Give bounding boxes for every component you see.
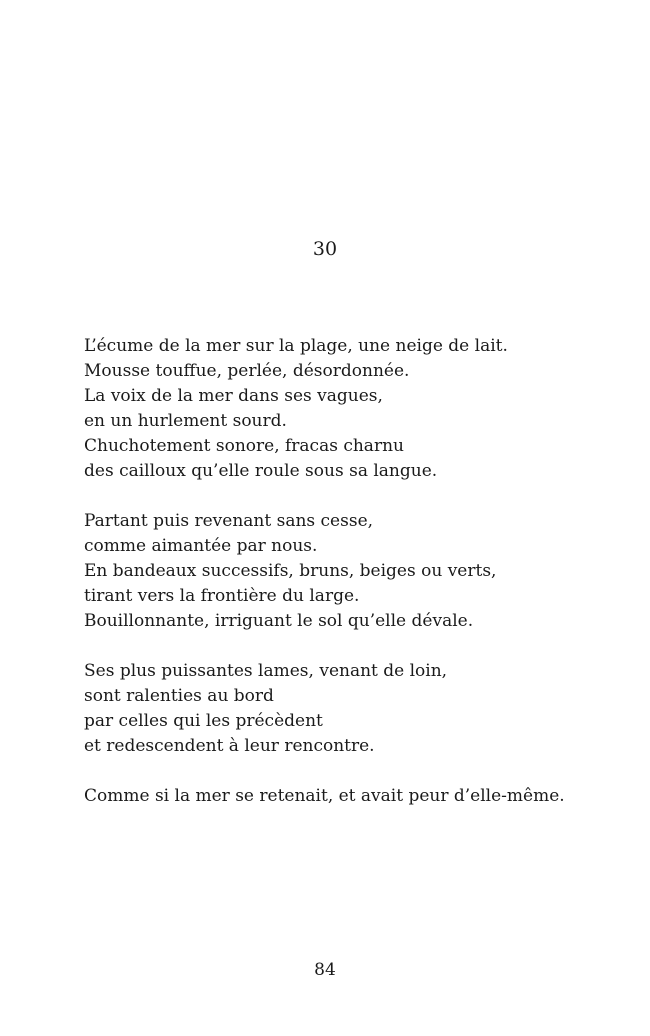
poem-line: en un hurlement sourd. [84, 411, 287, 431]
poem-line: Bouillonnante, irriguant le sol qu’elle dévale. [84, 611, 474, 631]
poem-line: La voix de la mer dans ses vagues, [84, 386, 383, 406]
poem-line: tirant vers la frontière du large. [84, 586, 360, 606]
poem-line: Chuchotement sonore, fracas charnu [84, 436, 404, 456]
stanza-1 [84, 334, 624, 484]
poem-line: Mousse touffue, perlée, désordonnée. [84, 361, 410, 381]
stanza-3 [84, 659, 624, 759]
poem-line: sont ralenties au bord [84, 686, 274, 706]
poem-line: des cailloux qu’elle roule sous sa langue. [84, 461, 438, 481]
poem-line: par celles qui les précèdent [84, 711, 323, 731]
stanza-4 [84, 784, 624, 809]
page-number: 84 [314, 960, 336, 980]
poem-line: Partant puis revenant sans cesse, [84, 511, 374, 531]
poem-line: L’écume de la mer sur la plage, une neige de lait. [84, 336, 508, 356]
poem-line: En bandeaux successifs, bruns, beiges ou verts, [84, 561, 497, 581]
poem-line: comme aimantée par nous. [84, 536, 318, 556]
poem-line: Ses plus puissantes lames, venant de loin, [84, 661, 448, 681]
poem-body [84, 334, 624, 834]
poem-line: Comme si la mer se retenait, et avait peur d’elle-même. [84, 786, 565, 806]
poem-number: 30 [312, 238, 338, 260]
poem-line: et redescendent à leur rencontre. [84, 736, 375, 756]
stanza-2 [84, 509, 624, 634]
